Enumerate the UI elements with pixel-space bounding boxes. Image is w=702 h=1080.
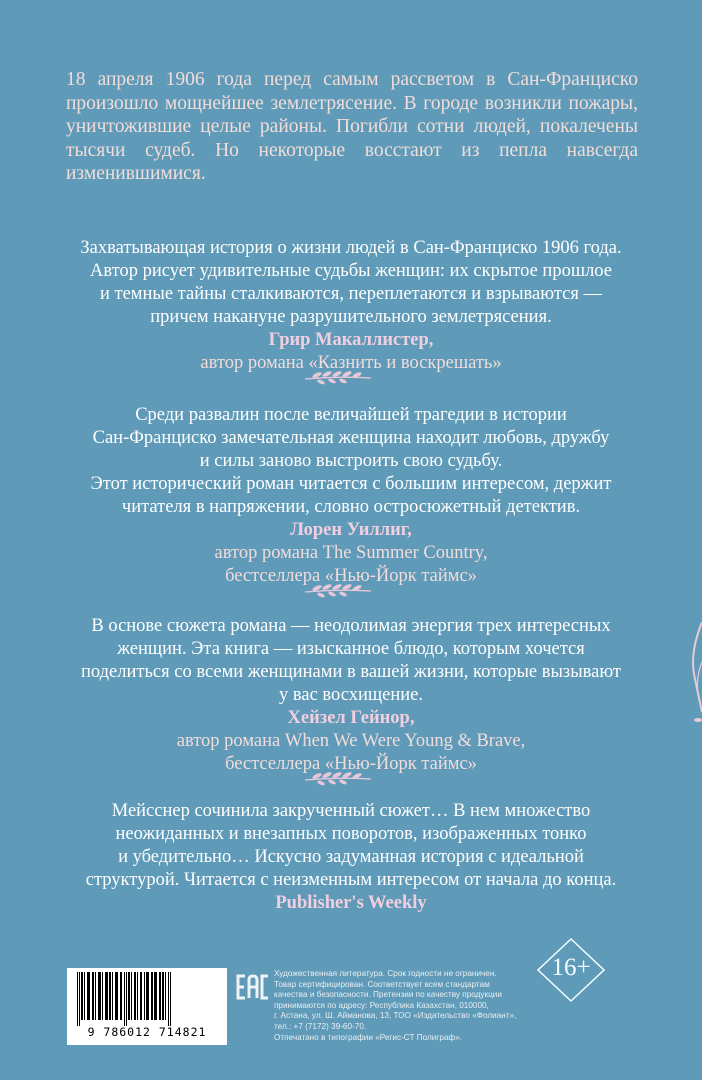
- review-author: Publisher's Weekly: [275, 893, 427, 913]
- isbn-number: 9 786012 714821: [87, 1025, 207, 1039]
- review-author-role: автор романа «Казнить и воскрешать»: [200, 353, 502, 373]
- review-author: Хейзел Гейнор,: [287, 708, 415, 728]
- barcode-bar: [84, 972, 85, 1020]
- review-line: и силы заново выстроить свою судьбу.: [199, 451, 503, 471]
- eac-label: EAC: [253, 988, 255, 989]
- info-line: Художественная литература. Срок годности не ограничен.: [274, 969, 497, 978]
- leaf-sprig-ornament: [303, 770, 373, 786]
- review-author-role: автор романа The Summer Country,: [214, 543, 488, 563]
- barcode-bar: [144, 972, 145, 1020]
- review-mcallister: [40, 237, 662, 375]
- synopsis-line: навсегда изменившимися.: [66, 139, 639, 184]
- barcode-guard-bar: [77, 972, 78, 1026]
- barcode-guard-bar: [124, 972, 125, 1026]
- age-rating-label: 16+: [551, 954, 591, 981]
- review-publishers-weekly: [40, 800, 662, 915]
- barcode-guard-bar: [168, 972, 169, 1026]
- review-line: Захватывающая история о жизни людей в Сан-Франциско 1906 года.: [80, 238, 622, 258]
- ribbon-ornament: [688, 622, 702, 726]
- review-author: Лорен Уиллиг,: [290, 520, 412, 540]
- barcode-bar: [102, 972, 103, 1020]
- review-line: женщин. Эта книга — изысканное блюдо, которым хочется: [117, 639, 585, 659]
- synopsis-line: 18 апреля 1906 года перед самым рассветом в Сан-Франциско: [66, 69, 638, 90]
- review-line: неожиданных и внезапных поворотов, изображенных тонко: [115, 824, 587, 844]
- barcode-guard-bar: [126, 972, 127, 1026]
- info-line: качества и безопасности. Претензии по качеству продукции: [274, 990, 502, 1000]
- info-line: тел.: +7 (7172) 39-60-70.: [274, 1021, 367, 1031]
- barcode-bar: [165, 972, 166, 1020]
- barcode-bar: [92, 972, 94, 1020]
- barcode-bar: [159, 972, 161, 1020]
- barcode-bar: [109, 972, 111, 1020]
- barcode-bar: [162, 972, 164, 1020]
- synopsis-line: произошло мощнейшее землетрясение. В городе возникли: [66, 92, 562, 114]
- barcode-bar: [140, 972, 142, 1020]
- review-author: Грир Макаллистер,: [268, 330, 434, 350]
- info-line: принимаются по адресу: Республика Казахстан, 010000,: [274, 1000, 489, 1010]
- review-line: и темные тайны сталкиваются, переплетаются и взрываются —: [99, 284, 602, 304]
- synopsis-line: пожары, уничтожившие целые районы. Погибли сотни людей,: [66, 92, 638, 137]
- review-line: Мейсснер сочинила закрученный сюжет… В нем множество: [111, 801, 591, 821]
- barcode-guard-bar: [79, 972, 80, 1026]
- barcode-bar: [154, 972, 157, 1020]
- review-line: Среди развалин после величайшей трагедии в истории: [135, 405, 567, 425]
- leaf-sprig-ornament: [303, 582, 373, 598]
- review-line: В основе сюжета романа — неодолимая энергия трех интересных: [91, 616, 611, 636]
- barcode-bar: [120, 972, 122, 1020]
- barcode-bar: [134, 972, 136, 1020]
- barcode-bar: [98, 972, 101, 1020]
- info-line: г. Астана, ул. Ш. Айманова, 13, ТОО «Издательство «Фолиант»,: [274, 1011, 517, 1021]
- review-author-role: автор романа When We Were Young & Brave,: [176, 731, 526, 751]
- review-line: причем накануне разрушительного землетрясения.: [150, 307, 552, 327]
- review-line: Сан-Франциско замечательная женщина находит любовь, дружбу: [92, 428, 610, 448]
- barcode-bar: [81, 972, 83, 1020]
- barcode-bars: [71, 972, 223, 1026]
- review-author-role: бестселлера «Нью-Йорк таймс»: [225, 754, 477, 774]
- barcode-bar: [146, 972, 149, 1020]
- barcode-bar: [128, 972, 130, 1020]
- synopsis-line: покалечены тысячи судеб. Но некоторые восстают из пепла: [66, 116, 638, 161]
- barcode-bar: [151, 972, 153, 1020]
- isbn-barcode: [67, 968, 227, 1045]
- age-rating-badge: [536, 937, 606, 1003]
- review-line: поделиться со всеми женщинами в вашей жизни, которые вызывают: [81, 662, 621, 682]
- review-willig: [40, 404, 662, 588]
- barcode-bar: [137, 972, 138, 1020]
- review-line: Автор рисует удивительные судьбы женщин: их скрытое прошлое: [89, 261, 612, 281]
- review-line: и убедительно… Искусно задуманная история с идеальной: [118, 847, 584, 867]
- barcode-bar: [112, 972, 113, 1020]
- barcode-bar: [115, 972, 118, 1020]
- barcode-bar: [95, 972, 96, 1020]
- synopsis: [66, 68, 638, 186]
- review-gaynor: [40, 615, 662, 776]
- leaf-sprig-ornament: [303, 369, 373, 385]
- review-line: Этот исторический роман читается с большим интересом, держит: [90, 474, 612, 494]
- info-line: Товар сертифицирован. Соответствует всем стандартам: [274, 979, 490, 989]
- publication-info: [274, 969, 534, 1043]
- barcode-bar: [105, 972, 108, 1020]
- barcode-bar: [87, 972, 90, 1020]
- review-line: у вас восхищение.: [279, 685, 423, 705]
- review-line: читателя в напряжении, словно остросюжетный детектив.: [121, 497, 581, 517]
- info-line: Отпечатано в типографии «Регис-СТ Полиграф».: [274, 1032, 462, 1042]
- barcode-bar: [131, 972, 132, 1020]
- review-author-role: бестселлера «Нью-Йорк таймс»: [225, 566, 477, 586]
- eac-certification-mark: [236, 974, 270, 1000]
- review-line: структурой. Читается с неизменным интересом от начала до конца.: [85, 870, 617, 890]
- barcode-guard-bar: [170, 972, 171, 1026]
